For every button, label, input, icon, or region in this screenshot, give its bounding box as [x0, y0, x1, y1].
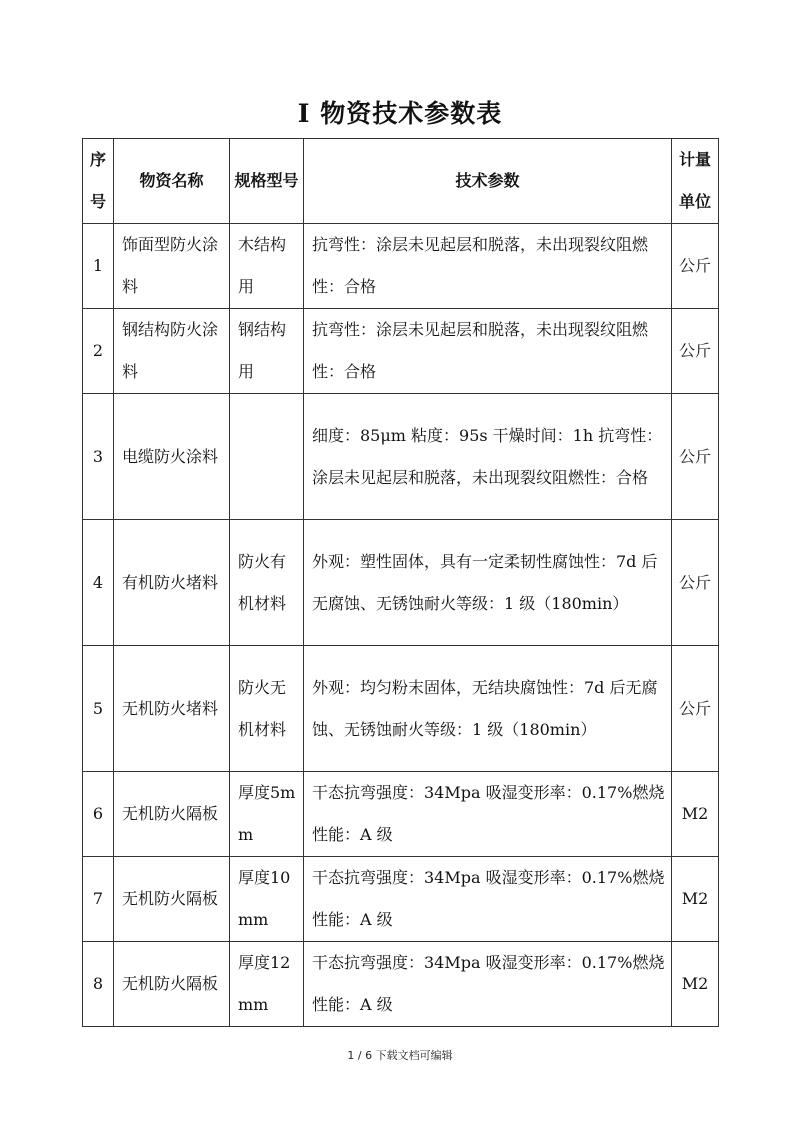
row-params: 干态抗弯强度：34Mpa 吸湿变形率：0.17%燃烧性能：A 级: [304, 772, 672, 857]
row-spec: 防火有机材料: [230, 520, 304, 646]
row-name: 电缆防火涂料: [114, 394, 230, 520]
row-params: 抗弯性：涂层未见起层和脱落，未出现裂纹阻燃性：合格: [304, 224, 672, 309]
header-unit: 计量单位: [672, 139, 719, 224]
row-seq: 1: [83, 224, 114, 309]
row-name: 无机防火堵料: [114, 646, 230, 772]
row-unit: 公斤: [672, 394, 719, 520]
row-spec: [230, 394, 304, 520]
row-seq: 2: [83, 309, 114, 394]
page-footer: 1 / 6 下载文档可编辑: [347, 1049, 453, 1062]
table-row: [83, 394, 719, 520]
row-unit: M2: [672, 857, 719, 942]
row-spec: 厚度12mm: [230, 942, 304, 1027]
row-spec: 防火无机材料: [230, 646, 304, 772]
row-params: 干态抗弯强度：34Mpa 吸湿变形率：0.17%燃烧性能：A 级: [304, 942, 672, 1027]
row-name: 钢结构防火涂料: [114, 309, 230, 394]
row-name: 无机防火隔板: [114, 857, 230, 942]
materials-table: [82, 138, 719, 1027]
row-params: 外观：塑性固体，具有一定柔韧性腐蚀性：7d 后无腐蚀、无锈蚀耐火等级：1 级（180min）: [304, 520, 672, 646]
row-unit: 公斤: [672, 520, 719, 646]
row-spec: 钢结构用: [230, 309, 304, 394]
row-seq: 8: [83, 942, 114, 1027]
table-row: [83, 646, 719, 772]
row-unit: 公斤: [672, 309, 719, 394]
row-seq: 7: [83, 857, 114, 942]
table-row: [83, 857, 719, 942]
row-params: 干态抗弯强度：34Mpa 吸湿变形率：0.17%燃烧性能：A 级: [304, 857, 672, 942]
header-name: 物资名称: [114, 139, 230, 224]
row-unit: 公斤: [672, 646, 719, 772]
table-row: [83, 224, 719, 309]
row-name: 无机防火隔板: [114, 772, 230, 857]
row-spec: 厚度5mm: [230, 772, 304, 857]
header-params: 技术参数: [304, 139, 672, 224]
table-row: [83, 942, 719, 1027]
row-params: 抗弯性：涂层未见起层和脱落，未出现裂纹阻燃性：合格: [304, 309, 672, 394]
row-unit: 公斤: [672, 224, 719, 309]
table-row: [83, 520, 719, 646]
row-name: 无机防火隔板: [114, 942, 230, 1027]
row-name: 饰面型防火涂料: [114, 224, 230, 309]
header-seq: 序号: [83, 139, 114, 224]
row-seq: 6: [83, 772, 114, 857]
row-seq: 4: [83, 520, 114, 646]
row-seq: 3: [83, 394, 114, 520]
row-params: 细度：85μm 粘度：95s 干燥时间：1h 抗弯性：涂层未见起层和脱落，未出现裂纹阻燃性：合格: [304, 394, 672, 520]
row-spec: 厚度10mm: [230, 857, 304, 942]
row-seq: 5: [83, 646, 114, 772]
header-spec: 规格型号: [230, 139, 304, 224]
table-header-row: [83, 139, 719, 224]
row-unit: M2: [672, 942, 719, 1027]
table-row: [83, 309, 719, 394]
table-row: [83, 772, 719, 857]
row-unit: M2: [672, 772, 719, 857]
row-params: 外观：均匀粉末固体，无结块腐蚀性：7d 后无腐蚀、无锈蚀耐火等级：1 级（180min）: [304, 646, 672, 772]
row-name: 有机防火堵料: [114, 520, 230, 646]
page-title: I 物资技术参数表: [297, 99, 503, 128]
row-spec: 木结构用: [230, 224, 304, 309]
